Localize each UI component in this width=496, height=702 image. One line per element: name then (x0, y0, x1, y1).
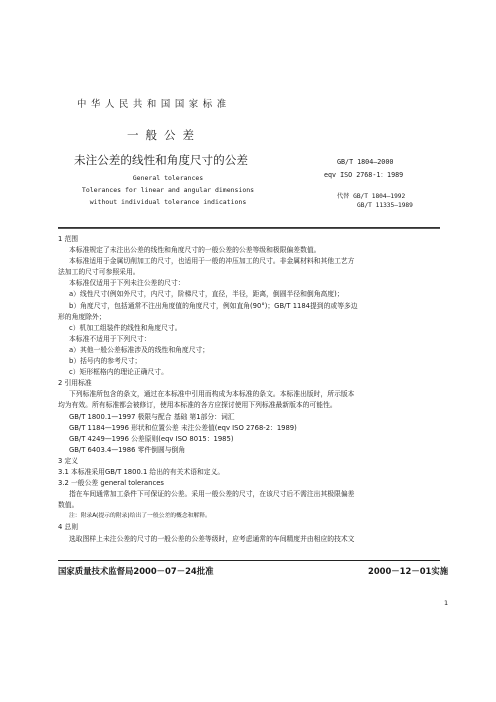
list-item: c）矩形框格内的理论正确尺寸。 (69, 368, 168, 377)
paragraph: 本标准不适用于下列尺寸： (69, 334, 151, 343)
reference-item: GB/T 1184—1996 形状和位置公差 未注公差值(eqv ISO 2768-2：1989) (69, 423, 297, 432)
clause: 3.2 一般公差 general tolerances (58, 479, 164, 488)
section-heading-references: 2 引用标准 (58, 379, 92, 388)
paragraph: 本标准适用于金属切削加工的尺寸，也适用于一般的冲压加工的尺寸。非金属材料和其他工艺方 (69, 257, 355, 266)
list-item: a）其他一般公差标准涉及的线性和角度尺寸； (69, 345, 210, 354)
english-title-line-2: Tolerances for linear and angular dimensions (81, 186, 255, 194)
section-heading-scope: 1 范围 (58, 235, 79, 243)
list-item: b）角度尺寸，包括通常不注出角度值的角度尺寸，例如直角(90°)；GB/T 1184提到的或等多边 (69, 301, 358, 310)
document-title-primary: 一般公差 (127, 128, 201, 142)
paragraph: 下列标准所包含的条文，通过在本标准中引用而构成为本标准的条文。本标准出版时，所示版本 (69, 390, 355, 399)
paragraph-continuation: 数值。 (58, 501, 79, 510)
paragraph: 本标准仅适用于下列未注公差的尺寸： (69, 279, 185, 288)
english-title-line-3: without individual tolerance indications (89, 198, 247, 206)
list-item: c）机加工组装件的线性和角度尺寸。 (69, 323, 182, 332)
effective-date: 2000－12－01实施 (368, 566, 449, 576)
page-number: 1 (444, 599, 449, 607)
reference-item: GB/T 1800.1—1997 极限与配合 基础 第1部分：词汇 (69, 412, 235, 421)
clause: 3.1 本标准采用GB/T 1800.1 给出的有关术语和定义。 (58, 467, 225, 476)
reference-item: GB/T 4249—1996 公差原则(eqv ISO 8015：1985) (69, 434, 234, 443)
replaces-standard-1: 代替 GB/T 1804—1992 (337, 193, 406, 200)
english-title-line-1: General tolerances (132, 174, 204, 182)
footer-divider (58, 560, 440, 561)
list-item: b）括号内的参考尺寸； (69, 357, 142, 366)
header-divider-bottom (58, 228, 440, 229)
paragraph-continuation: 均为有效。所有标准都会被修订，使用本标准的各方应探讨使用下列标准最新版本的可能性。 (58, 401, 337, 410)
equivalent-standard: eqv ISO 2768-1：1989 (324, 171, 404, 179)
section-heading-general: 4 总则 (58, 523, 79, 532)
reference-item: GB/T 6403.4—1986 零件倒圆与倒角 (69, 445, 186, 454)
paragraph-continuation: 法加工的尺寸可参照采用。 (58, 268, 140, 277)
country-standard-heading: 中华人民共和国国家标准 (77, 99, 231, 110)
standard-number: GB/T 1804—2000 (337, 158, 394, 166)
note: 注：附录A(提示的附录)给出了一般公差的概念和解释。 (69, 513, 211, 520)
list-item: a）线性尺寸(例如外尺寸，内尺寸，阶梯尺寸，直径，半径，距离，倒圆半径和倒角高度)； (69, 290, 344, 299)
paragraph: 指在车间通常加工条件下可保证的公差。采用一般公差的尺寸，在该尺寸后不需注出其极限偏差 (69, 490, 355, 499)
paragraph: 选取图样上未注公差的尺寸的一般公差的公差等级时，应考虑通常的车间精度并由相应的技术文 (69, 534, 355, 543)
section-heading-definitions: 3 定义 (58, 456, 79, 465)
replaces-standard-2: GB/T 11335—1989 (357, 202, 413, 209)
paragraph: 本标准规定了未注出公差的线性和角度尺寸的一般公差的公差等级和极限偏差数值。 (69, 246, 321, 255)
approval-line: 国家质量技术监督局2000－07－24批准 (58, 566, 214, 576)
document-body (58, 234, 440, 545)
list-item-continuation: 形的角度除外； (58, 312, 106, 321)
document-title-secondary: 未注公差的线性和角度尺寸的公差 (74, 153, 248, 167)
